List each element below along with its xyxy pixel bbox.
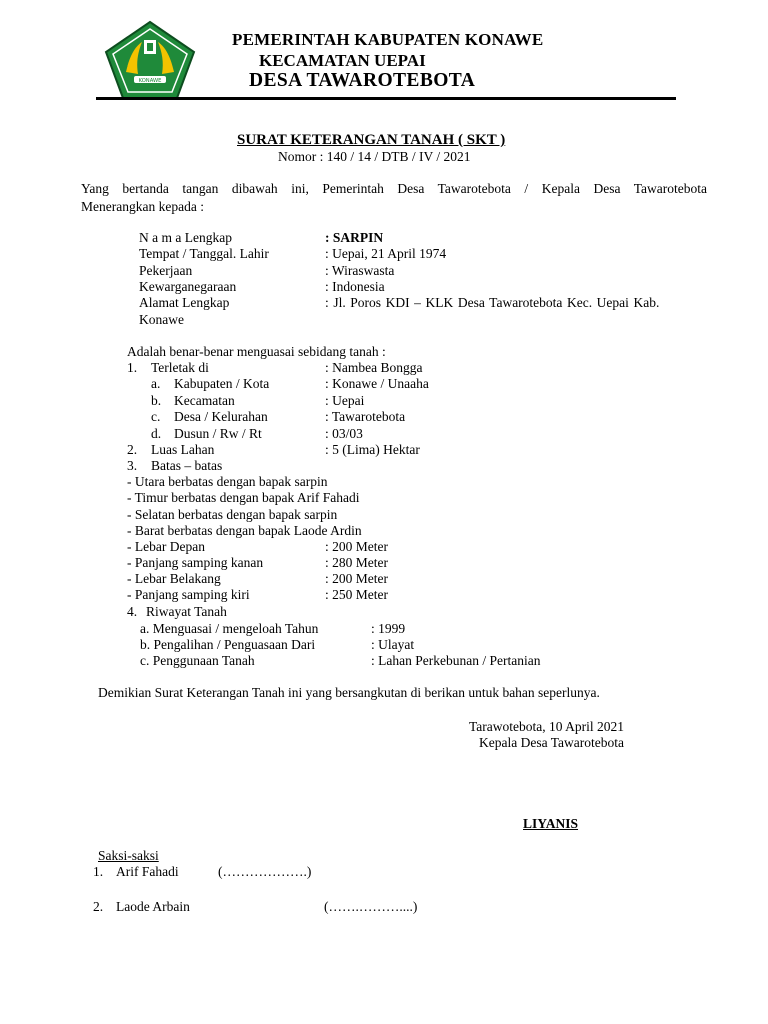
intro-line-2: Menerangkan kepada :	[81, 199, 204, 214]
sub-c-value: : Tawarotebota	[325, 409, 406, 424]
ttl-value: : Uepai, 21 April 1974	[325, 246, 447, 261]
sub-c-letter: c.	[151, 409, 161, 424]
panjang-kiri-value: : 250 Meter	[325, 587, 388, 602]
pekerjaan-value: : Wiraswasta	[325, 263, 395, 278]
panjang-kiri-label: - Panjang samping kiri	[127, 587, 250, 602]
riwayat-c-value: : Lahan Perkebunan / Pertanian	[371, 653, 541, 668]
panjang-kanan-value: : 280 Meter	[325, 555, 388, 570]
riwayat-b-value: : Ulayat	[371, 637, 415, 652]
batas-utara: - Utara berbatas dengan bapak sarpin	[127, 474, 328, 489]
pekerjaan-label: Pekerjaan	[139, 263, 193, 278]
header-government: PEMERINTAH KABUPATEN KONAWE	[232, 30, 544, 49]
riwayat-a-label: a. Menguasai / mengeloah Tahun	[140, 621, 319, 636]
witness-2-signature: (…….………....)	[324, 899, 418, 914]
header-district: KECAMATAN UEPAI	[259, 51, 426, 70]
panjang-kanan-label: - Panjang samping kanan	[127, 555, 264, 570]
item-3-number: 3.	[127, 458, 138, 473]
witness-1-name: Arif Fahadi	[116, 864, 179, 879]
lebar-depan-value: : 200 Meter	[325, 539, 388, 554]
sub-c-label: Desa / Kelurahan	[174, 409, 268, 424]
intro-paragraph	[81, 180, 707, 216]
sub-b-label: Kecamatan	[174, 393, 235, 408]
document-number: Nomor : 140 / 14 / DTB / IV / 2021	[278, 149, 471, 164]
signatory-name: LIYANIS	[523, 816, 579, 831]
lebar-belakang-value: : 200 Meter	[325, 571, 388, 586]
item-2-value: : 5 (Lima) Hektar	[325, 442, 420, 457]
signature-place-date: Tarawotebota, 10 April 2021	[469, 719, 625, 734]
sub-d-letter: d.	[151, 426, 162, 441]
alamat-label: Alamat Lengkap	[139, 295, 230, 310]
witness-2-name: Laode Arbain	[116, 899, 190, 914]
witnesses-heading: Saksi-saksi	[98, 848, 159, 863]
riwayat-a-value: : 1999	[371, 621, 406, 636]
item-4-label: Riwayat Tanah	[146, 604, 227, 619]
witness-1-signature: (……………….)	[218, 864, 312, 879]
sub-a-value: : Konawe / Unaaha	[325, 376, 429, 391]
land-lead: Adalah benar-benar menguasai sebidang tanah :	[127, 344, 386, 359]
batas-timur: - Timur berbatas dengan bapak Arif Fahadi	[127, 490, 360, 505]
intro-line-1: Yang bertanda tangan dibawah ini, Pemerintah Desa Tawarotebota / Kepala Desa Tawarotebota	[81, 181, 707, 196]
nama-value: : SARPIN	[325, 230, 384, 245]
sub-d-value: : 03/03	[325, 426, 363, 441]
lebar-belakang-label: - Lebar Belakang	[127, 571, 221, 586]
letterhead-divider	[96, 97, 676, 100]
riwayat-b-label: b. Pengalihan / Penguasaan Dari	[140, 637, 316, 652]
alamat-value: : Jl. Poros KDI – KLK Desa Tawarotebota Kec. Uepai Kab.	[325, 295, 660, 310]
ttl-label: Tempat / Tanggal. Lahir	[139, 246, 269, 261]
item-2-label: Luas Lahan	[151, 442, 215, 457]
sub-a-label: Kabupaten / Kota	[174, 376, 270, 391]
header-village: DESA TAWAROTEBOTA	[249, 70, 476, 91]
sub-a-letter: a.	[151, 376, 161, 391]
closing-statement: Demikian Surat Keterangan Tanah ini yang bersangkutan di berikan untuk bahan seperlunya.	[98, 685, 600, 700]
alamat-continuation: Konawe	[139, 312, 184, 327]
batas-selatan: - Selatan berbatas dengan bapak sarpin	[127, 507, 338, 522]
item-2-number: 2.	[127, 442, 138, 457]
lebar-depan-label: - Lebar Depan	[127, 539, 205, 554]
batas-barat: - Barat berbatas dengan bapak Laode Ardin	[127, 523, 362, 538]
document-title: SURAT KETERANGAN TANAH ( SKT )	[237, 132, 506, 148]
sub-b-letter: b.	[151, 393, 162, 408]
witness-1-number: 1.	[93, 864, 104, 879]
item-1-number: 1.	[127, 360, 138, 375]
kewarganegaraan-label: Kewarganegaraan	[139, 279, 237, 294]
item-4-number: 4.	[127, 604, 138, 619]
nama-label: N a m a Lengkap	[139, 230, 232, 245]
witness-2-number: 2.	[93, 899, 104, 914]
konawe-emblem-logo	[104, 20, 196, 100]
sub-b-value: : Uepai	[325, 393, 365, 408]
item-1-value: : Nambea Bongga	[325, 360, 423, 375]
riwayat-c-label: c. Penggunaan Tanah	[140, 653, 255, 668]
signature-position: Kepala Desa Tawarotebota	[479, 735, 624, 750]
sub-d-label: Dusun / Rw / Rt	[174, 426, 262, 441]
item-1-label: Terletak di	[151, 360, 209, 375]
kewarganegaraan-value: : Indonesia	[325, 279, 385, 294]
item-3-label: Batas – batas	[151, 458, 223, 473]
logo-banner-text: KONAWE	[138, 78, 162, 84]
